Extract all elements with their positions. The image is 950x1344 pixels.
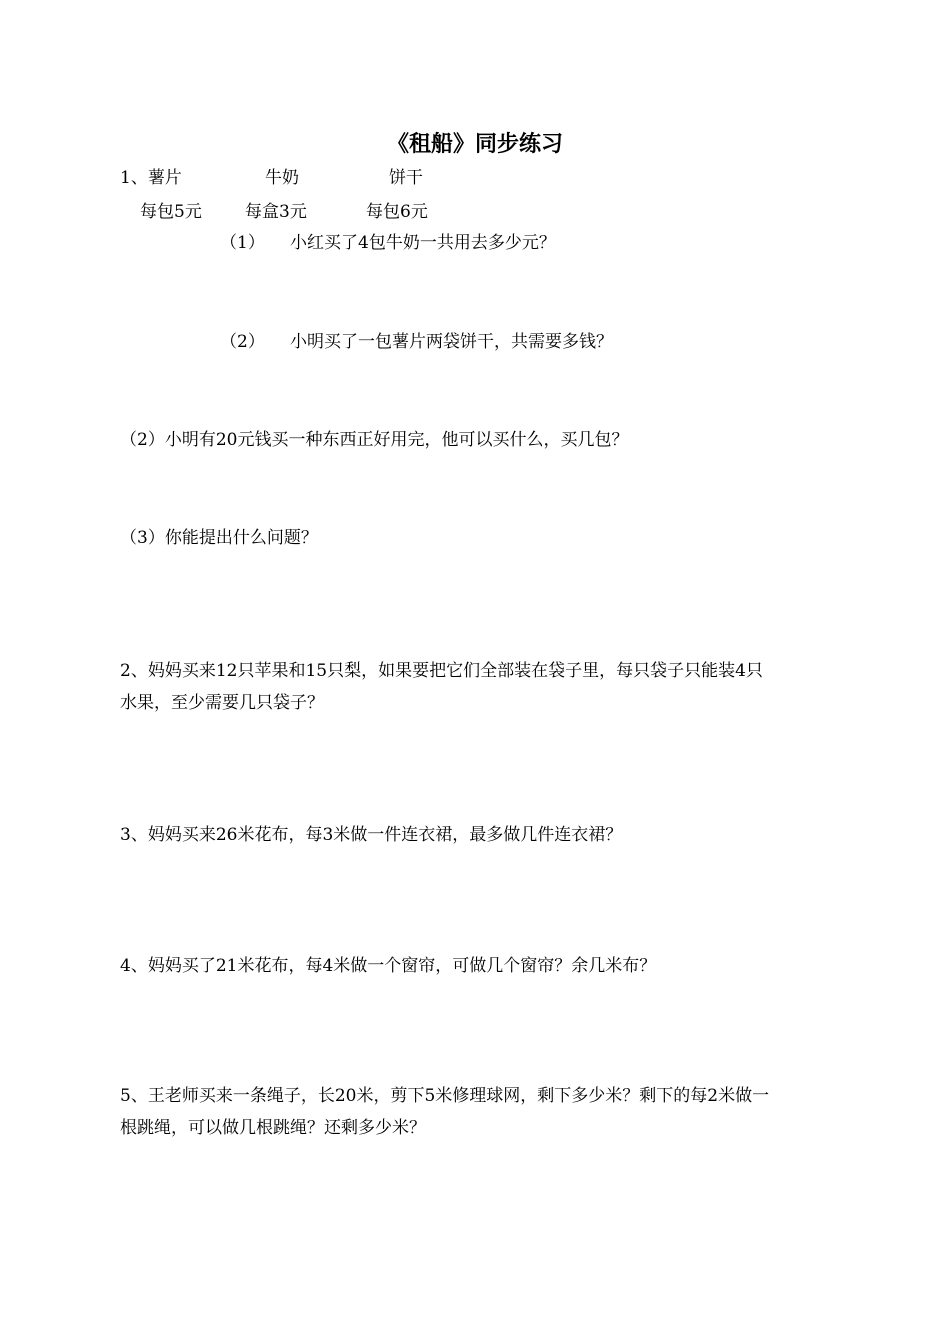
q1-sub1-label: （1） (220, 233, 265, 253)
q1-price-chips: 每包5元 (140, 202, 202, 222)
q1-intro: 1、薯片 (120, 168, 182, 188)
q3-text: 3、妈妈买来26米花布，每3米做一件连衣裙，最多做几件连衣裙？ (120, 825, 623, 845)
q5-line1: 5、王老师买来一条绳子，长20米，剪下5米修理球网，剩下多少米？剩下的每2米做一 (120, 1086, 770, 1106)
q2-line1: 2、妈妈买来12只苹果和15只梨，如果要把它们全部装在袋子里，每只袋子只能装4只 (120, 661, 763, 681)
q1-item-biscuit: 饼干 (389, 168, 423, 188)
q2-line2: 水果，至少需要几只袋子？ (120, 693, 324, 713)
q5-line2: 根跳绳，可以做几根跳绳？还剩多少米？ (120, 1118, 426, 1138)
q1-part3: （3）你能提出什么问题？ (120, 528, 318, 548)
q4-text: 4、妈妈买了21米花布，每4米做一个窗帘，可做几个窗帘？余几米布？ (120, 956, 657, 976)
q1-sub2-label: （2） (220, 332, 265, 352)
q1-sub2-text: 小明买了一包薯片两袋饼干，共需要多钱？ (290, 332, 613, 352)
q1-part2: （2）小明有20元钱买一种东西正好用完，他可以买什么，买几包？ (120, 430, 629, 450)
q1-item-milk: 牛奶 (265, 168, 299, 188)
page-title: 《租船》同步练习 (386, 132, 563, 157)
q1-price-milk: 每盒3元 (245, 202, 307, 222)
q1-price-biscuit: 每包6元 (366, 202, 428, 222)
q1-sub1-text: 小红买了4包牛奶一共用去多少元？ (290, 233, 556, 253)
